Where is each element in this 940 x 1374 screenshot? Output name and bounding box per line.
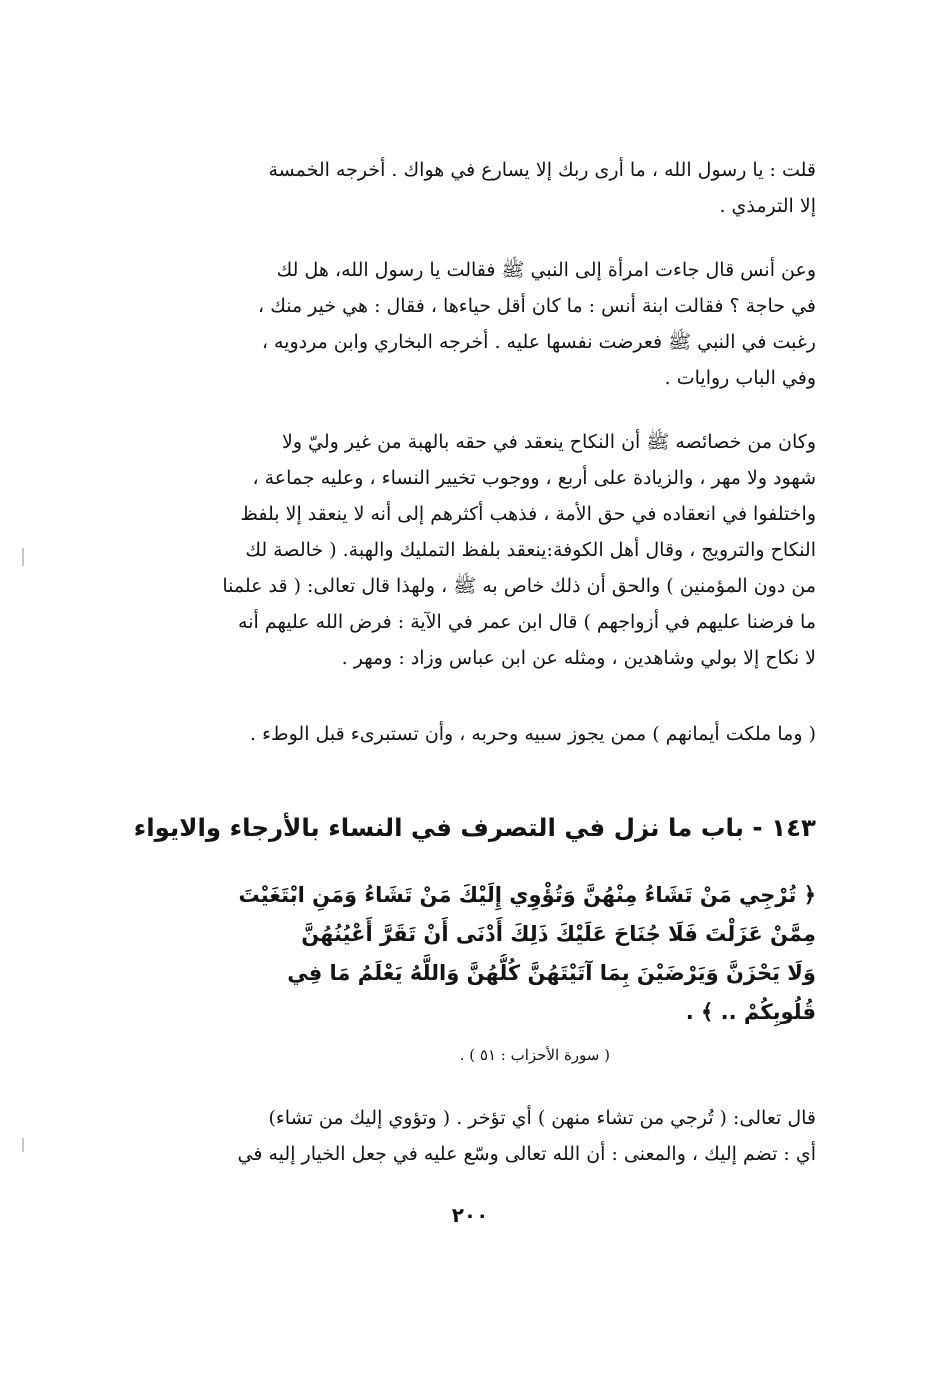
text-line: قلت : يا رسول الله ، ما أرى ربك إلا يسارع في هواك . أخرجه الخمسة: [268, 159, 816, 181]
paragraph-4: [126, 716, 816, 752]
verse-line: مِمَّنْ عَزَلْتَ فَلَا جُنَاحَ عَلَيْكَ ذَلِكَ أَدْنَى أَنْ تَقَرَّ أَعْيُنُهُنَّ: [301, 922, 816, 946]
text-line: النكاح والترويج ، وقال أهل الكوفة:ينعقد بلفظ التمليك والهبة. ( خالصة لك: [245, 539, 816, 561]
text-line: وفي الباب روايات .: [664, 367, 816, 389]
verse-line: ﴿ تُرْجِي مَنْ تَشَاءُ مِنْهُنَّ وَتُؤْوِي إِلَيْكَ مَنْ تَشَاءُ وَمَنِ ابْتَغَيْتَ: [238, 883, 816, 907]
paragraph-1: [126, 152, 816, 224]
text-line: قال تعالى: ( تُرجي من تشاء منهن ) أي تؤخر . ( وتؤوي إليك من تشاء): [268, 1107, 816, 1129]
text-line: لا نكاح إلا بولي وشاهدين ، ومثله عن ابن عباس وزاد : ومهر .: [341, 647, 816, 669]
text-line: ما فرضنا عليهم في أزواجهم ) قال ابن عمر في الآية : فرض الله عليهم أنه: [238, 611, 816, 633]
text-line: شهود ولا مهر ، والزيادة على أربع ، ووجوب تخيير النساء ، وعليه جماعة ،: [252, 467, 816, 489]
text-line: واختلفوا في انعقاده في حق الأمة ، فذهب أكثرهم إلى أنه لا ينعقد إلا بلفظ: [240, 503, 816, 525]
text-line: أي : تضم إليك ، والمعنى : أن الله تعالى وسّع عليه في جعل الخيار إليه في: [237, 1143, 816, 1165]
quran-verse: [126, 876, 816, 1032]
scan-margin-mark: [22, 548, 24, 566]
text-line: وعن أنس قال جاءت امرأة إلى النبي ﷺ فقالت يا رسول الله، هل لك: [276, 259, 816, 281]
text-line: في حاجة ؟ فقالت ابنة أنس : ما كان أقل حياءها ، فقال : هي خير منك ،: [258, 295, 816, 317]
paragraph-5: [126, 1100, 816, 1172]
verse-citation: ( سورة الأحزاب : ٥١ ) .: [459, 1046, 610, 1064]
verse-line: قُلُوبِكُمْ .. ﴾ .: [685, 1000, 816, 1024]
scan-margin-mark: [22, 1138, 24, 1152]
text-line: رغبت في النبي ﷺ فعرضت نفسها عليه . أخرجه البخاري وابن مردويه ،: [261, 331, 816, 353]
text-line: وكان من خصائصه ﷺ أن النكاح ينعقد في حقه بالهبة من غير وليّ ولا: [282, 431, 816, 453]
text-line: ( وما ملكت أيمانهم ) ممن يجوز سبيه وحربه ، وأن تستبرىء قبل الوطء .: [250, 723, 816, 745]
text-line: إلا الترمذي .: [719, 195, 816, 217]
page-number: ٢٠٠: [451, 1203, 489, 1227]
text-line: من دون المؤمنين ) والحق أن ذلك خاص به ﷺ ، ولهذا قال تعالى: ( قد علمنا: [222, 575, 816, 597]
paragraph-2: [126, 252, 816, 396]
chapter-heading: ١٤٣ - باب ما نزل في التصرف في النساء بالأرجاء والايواء: [133, 813, 816, 842]
paragraph-3: [126, 424, 816, 676]
verse-line: وَلَا يَحْزَنَّ وَيَرْضَيْنَ بِمَا آتَيْتَهُنَّ كُلُّهُنَّ وَاللَّهُ يَعْلَمُ مَا فِي: [287, 961, 816, 985]
